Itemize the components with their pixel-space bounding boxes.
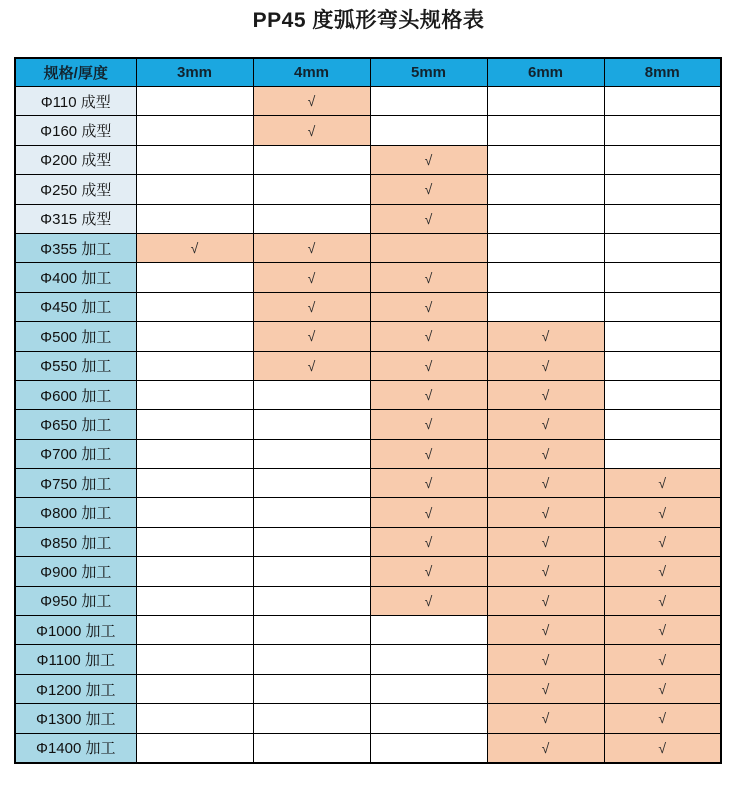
check-cell: √: [604, 704, 721, 733]
row-label: Φ450 加工: [15, 292, 136, 321]
empty-cell: [136, 380, 253, 409]
empty-cell: [253, 586, 370, 615]
table-row: [15, 263, 721, 292]
check-cell: √: [487, 410, 604, 439]
table-row: [15, 469, 721, 498]
table-row: [15, 380, 721, 409]
check-cell: √: [136, 233, 253, 262]
row-label: Φ550 加工: [15, 351, 136, 380]
table-row: [15, 498, 721, 527]
check-cell: √: [487, 322, 604, 351]
row-label: Φ700 加工: [15, 439, 136, 468]
row-label: Φ200 成型: [15, 145, 136, 174]
table-row: [15, 586, 721, 615]
empty-cell: [370, 733, 487, 763]
empty-cell: [136, 116, 253, 145]
table-row: [15, 204, 721, 233]
row-label: Φ600 加工: [15, 380, 136, 409]
table-row: [15, 145, 721, 174]
table-row: [15, 292, 721, 321]
check-cell: √: [487, 380, 604, 409]
empty-cell: [487, 233, 604, 262]
header-cell-3mm: 3mm: [136, 58, 253, 87]
check-cell: √: [370, 410, 487, 439]
check-cell: √: [487, 704, 604, 733]
empty-cell: [136, 616, 253, 645]
check-cell: √: [604, 527, 721, 556]
check-cell: √: [604, 616, 721, 645]
header-cell-6mm: 6mm: [487, 58, 604, 87]
row-label: Φ750 加工: [15, 469, 136, 498]
empty-cell: [136, 645, 253, 674]
empty-cell: [136, 557, 253, 586]
check-cell: √: [487, 498, 604, 527]
check-cell: √: [487, 586, 604, 615]
empty-cell: [136, 322, 253, 351]
check-cell: √: [487, 469, 604, 498]
row-label: Φ950 加工: [15, 586, 136, 615]
check-cell: √: [253, 116, 370, 145]
empty-cell: [253, 145, 370, 174]
empty-cell: [253, 704, 370, 733]
empty-cell: [136, 410, 253, 439]
empty-cell: [253, 410, 370, 439]
row-label: Φ110 成型: [15, 87, 136, 116]
empty-cell: [487, 263, 604, 292]
empty-cell: [604, 116, 721, 145]
empty-cell: [604, 233, 721, 262]
empty-cell: [136, 469, 253, 498]
check-cell: √: [370, 557, 487, 586]
check-cell: √: [253, 263, 370, 292]
check-cell: √: [604, 645, 721, 674]
check-cell: √: [370, 145, 487, 174]
empty-cell: [604, 380, 721, 409]
empty-cell: [253, 469, 370, 498]
empty-cell: [370, 674, 487, 703]
row-label: Φ1200 加工: [15, 674, 136, 703]
empty-cell: [604, 87, 721, 116]
row-label: Φ650 加工: [15, 410, 136, 439]
check-cell: √: [253, 351, 370, 380]
row-label: Φ250 成型: [15, 175, 136, 204]
empty-cell: [136, 733, 253, 763]
empty-cell: [136, 439, 253, 468]
check-cell: √: [253, 87, 370, 116]
check-cell: √: [253, 233, 370, 262]
empty-cell: [136, 263, 253, 292]
table-row: [15, 616, 721, 645]
check-cell: √: [370, 469, 487, 498]
row-label: Φ1400 加工: [15, 733, 136, 763]
check-cell: √: [487, 351, 604, 380]
check-cell: √: [370, 586, 487, 615]
empty-cell: [136, 204, 253, 233]
check-cell: √: [370, 498, 487, 527]
empty-cell: [604, 204, 721, 233]
empty-cell: [487, 204, 604, 233]
empty-cell: [604, 410, 721, 439]
header-cell-8mm: 8mm: [604, 58, 721, 87]
row-label: Φ160 成型: [15, 116, 136, 145]
empty-cell: [136, 145, 253, 174]
empty-cell: [370, 704, 487, 733]
empty-cell: [253, 557, 370, 586]
check-cell: √: [370, 527, 487, 556]
empty-cell: [136, 175, 253, 204]
table-row: [15, 527, 721, 556]
empty-cell: [604, 292, 721, 321]
row-label: Φ800 加工: [15, 498, 136, 527]
empty-cell: [487, 175, 604, 204]
check-cell: √: [604, 557, 721, 586]
header-cell-5mm: 5mm: [370, 58, 487, 87]
empty-cell: [253, 380, 370, 409]
check-cell: √: [487, 557, 604, 586]
empty-cell: [253, 204, 370, 233]
empty-cell: [604, 439, 721, 468]
row-label: Φ1000 加工: [15, 616, 136, 645]
empty-cell: [370, 116, 487, 145]
header-cell-spec-thickness: 规格/厚度: [15, 58, 136, 87]
check-cell: √: [604, 674, 721, 703]
table-row: [15, 704, 721, 733]
table-row: [15, 322, 721, 351]
row-label: Φ400 加工: [15, 263, 136, 292]
empty-cell: [604, 322, 721, 351]
check-cell: √: [604, 586, 721, 615]
table-row: [15, 674, 721, 703]
table-row: [15, 645, 721, 674]
check-cell: √: [487, 733, 604, 763]
table-row: [15, 439, 721, 468]
table-row: [15, 175, 721, 204]
empty-cell: [253, 645, 370, 674]
check-cell: √: [604, 498, 721, 527]
row-label: Φ850 加工: [15, 527, 136, 556]
table-row: [15, 410, 721, 439]
page-title: PP45 度弧形弯头规格表: [252, 9, 485, 32]
check-cell: √: [487, 645, 604, 674]
empty-cell: [136, 87, 253, 116]
check-cell: √: [253, 292, 370, 321]
row-label: Φ355 加工: [15, 233, 136, 262]
table-row: [15, 351, 721, 380]
spec-table: [14, 57, 722, 764]
check-cell: √: [487, 616, 604, 645]
table-row: [15, 87, 721, 116]
empty-cell: [253, 733, 370, 763]
empty-cell: [136, 292, 253, 321]
row-label: Φ900 加工: [15, 557, 136, 586]
empty-cell: [370, 87, 487, 116]
check-cell: √: [487, 439, 604, 468]
highlighted-empty-cell: [370, 233, 487, 262]
check-cell: √: [604, 733, 721, 763]
empty-cell: [487, 87, 604, 116]
row-label: Φ315 成型: [15, 204, 136, 233]
empty-cell: [370, 645, 487, 674]
table-row: [15, 116, 721, 145]
empty-cell: [604, 145, 721, 174]
empty-cell: [253, 175, 370, 204]
empty-cell: [253, 498, 370, 527]
empty-cell: [370, 616, 487, 645]
check-cell: √: [370, 322, 487, 351]
header-cell-4mm: 4mm: [253, 58, 370, 87]
check-cell: √: [370, 292, 487, 321]
check-cell: √: [370, 204, 487, 233]
check-cell: √: [370, 351, 487, 380]
check-cell: √: [253, 322, 370, 351]
empty-cell: [136, 586, 253, 615]
table-row: [15, 733, 721, 763]
empty-cell: [487, 145, 604, 174]
empty-cell: [253, 439, 370, 468]
table-row: [15, 557, 721, 586]
check-cell: √: [370, 175, 487, 204]
empty-cell: [136, 351, 253, 380]
empty-cell: [253, 616, 370, 645]
empty-cell: [487, 292, 604, 321]
empty-cell: [253, 674, 370, 703]
empty-cell: [253, 527, 370, 556]
empty-cell: [136, 674, 253, 703]
header-row: [15, 58, 721, 87]
table-header: [15, 58, 721, 87]
empty-cell: [604, 263, 721, 292]
check-cell: √: [487, 527, 604, 556]
empty-cell: [487, 116, 604, 145]
check-cell: √: [487, 674, 604, 703]
table-body: [15, 87, 721, 763]
check-cell: √: [370, 439, 487, 468]
check-cell: √: [370, 263, 487, 292]
table-row: [15, 233, 721, 262]
empty-cell: [604, 351, 721, 380]
row-label: Φ1300 加工: [15, 704, 136, 733]
empty-cell: [136, 498, 253, 527]
empty-cell: [136, 704, 253, 733]
check-cell: √: [370, 380, 487, 409]
check-cell: √: [604, 469, 721, 498]
row-label: Φ1100 加工: [15, 645, 136, 674]
row-label: Φ500 加工: [15, 322, 136, 351]
empty-cell: [604, 175, 721, 204]
empty-cell: [136, 527, 253, 556]
